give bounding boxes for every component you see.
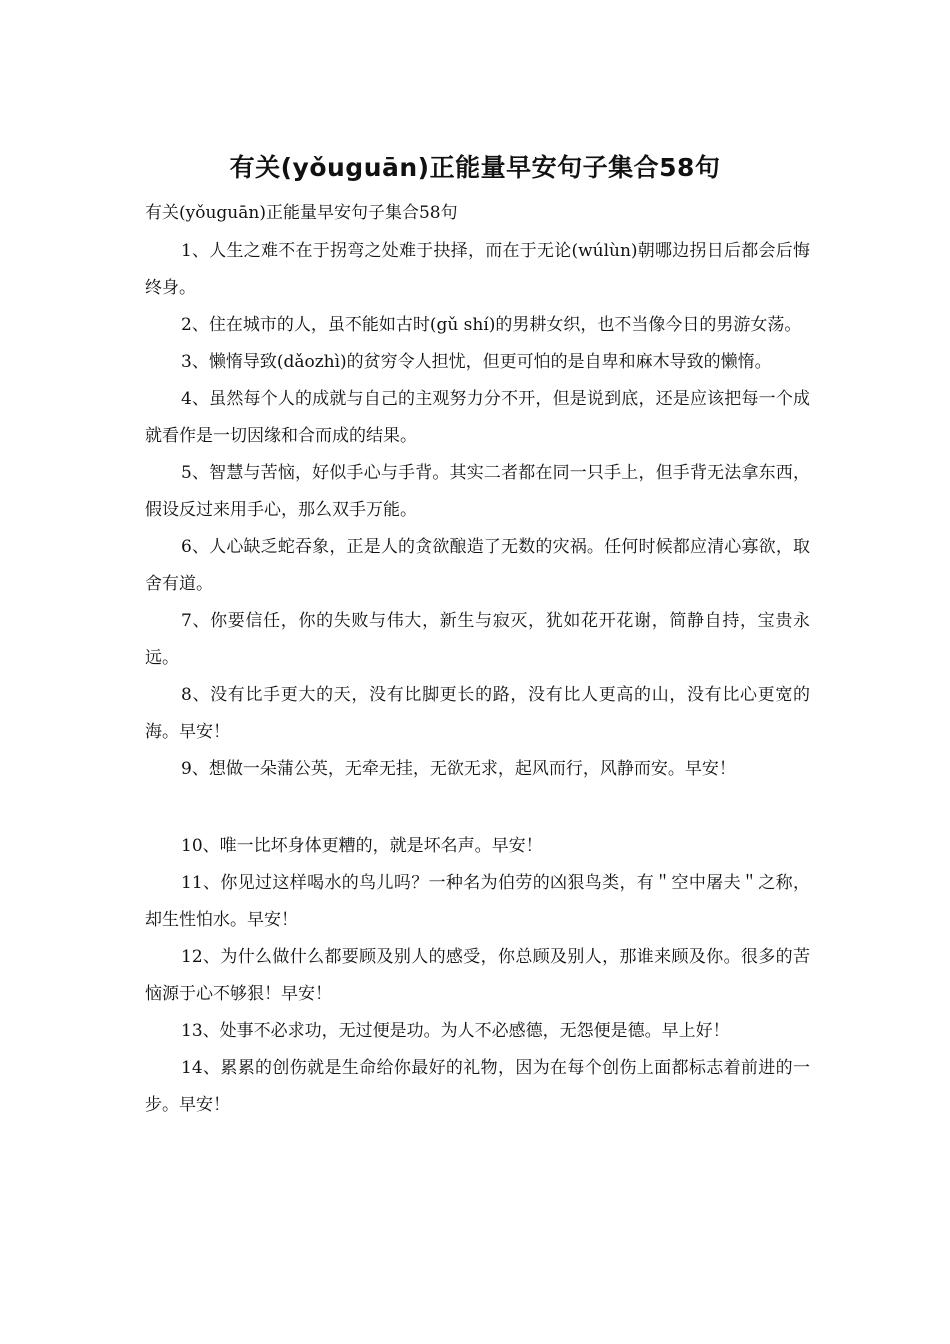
document-subtitle: 有关(yǒuguān)正能量早安句子集合58句 (145, 203, 458, 223)
sentence-item: 14、累累的创伤就是生命给你最好的礼物，因为在每个创伤上面都标志着前进的一步。早安！ (145, 1058, 810, 1115)
sentence-list (145, 233, 810, 1124)
sentence-item: 10、唯一比坏身体更糟的，就是坏名声。早安！ (181, 836, 543, 856)
sentence-item: 13、处事不必求功，无过便是功。为人不必感德，无怨便是德。早上好！ (181, 1021, 730, 1041)
sentence-item: 11、你见过这样喝水的鸟儿吗？一种名为伯劳的凶狠鸟类，有＂空中屠夫＂之称，却生性怕水。早安！ (145, 873, 810, 930)
sentence-item: 8、没有比手更大的天，没有比脚更长的路，没有比人更高的山，没有比心更宽的海。早安！ (145, 685, 810, 742)
sentence-item: 9、想做一朵蒲公英，无牵无挂，无欲无求，起风而行，风静而安。早安！ (181, 759, 736, 779)
sentence-item: 7、你要信任，你的失败与伟大，新生与寂灭，犹如花开花谢，简静自持，宝贵永远。 (145, 611, 810, 668)
sentence-item: 6、人心缺乏蛇吞象，正是人的贪欲酿造了无数的灾祸。任何时候都应清心寡欲，取舍有道。 (145, 537, 810, 594)
sentence-item: 1、人生之难不在于拐弯之处难于抉择，而在于无论(wúlùn)朝哪边拐日后都会后悔终身。 (145, 241, 810, 298)
sentence-item: 3、懒惰导致(dǎozhì)的贫穷令人担忧，但更可怕的是自卑和麻木导致的懒惰。 (181, 352, 772, 372)
sentence-item: 4、虽然每个人的成就与自己的主观努力分不开，但是说到底，还是应该把每一个成就看作是一切因缘和合而成的结果。 (145, 389, 810, 446)
sentence-item: 12、为什么做什么都要顾及别人的感受，你总顾及别人，那谁来顾及你。很多的苦恼源于心不够狠！早安！ (145, 947, 810, 1004)
sentence-item: 5、智慧与苦恼，好似手心与手背。其实二者都在同一只手上，但手背无法拿东西，假设反过来用手心，那么双手万能。 (145, 463, 810, 520)
sentence-item: 2、住在城市的人，虽不能如古时(gǔ shí)的男耕女织，也不当像今日的男游女荡。 (181, 315, 802, 335)
document-title: 有关(yǒuguān)正能量早安句子集合58句 (229, 153, 721, 182)
